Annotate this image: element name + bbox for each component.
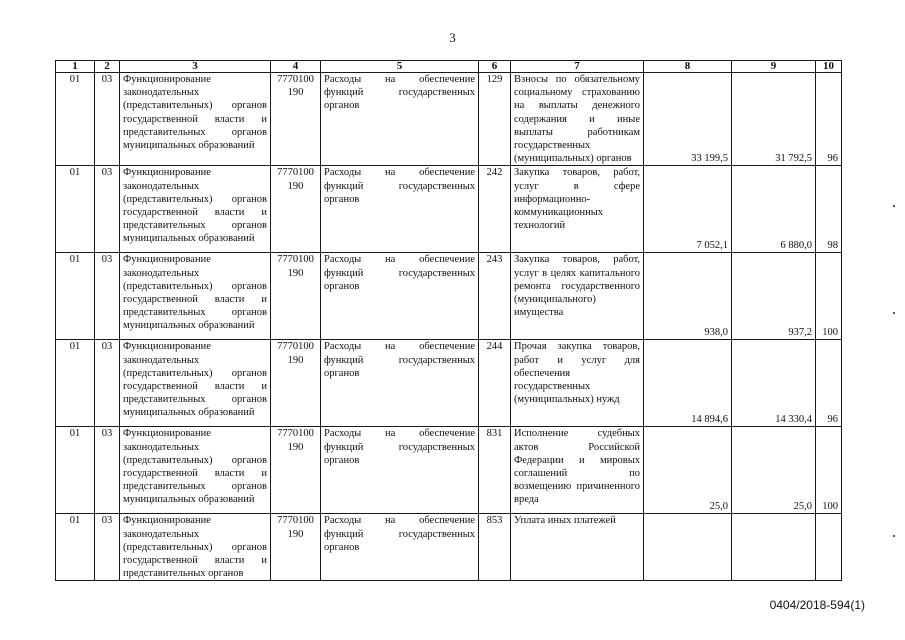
expense-type-code: 129 — [479, 73, 511, 166]
expense-type-line: Расходы на обеспечение — [324, 428, 475, 440]
column-header-8: 8 — [644, 61, 732, 73]
table-row — [56, 514, 842, 581]
expense-type-text — [324, 73, 475, 113]
header-row — [56, 61, 842, 73]
expense-description: Закупка товаров, работ, услуг в целях капитального ремонта государственного (муниципального) имущества — [511, 253, 644, 340]
section-name: Функционирование законодательных (представительных) органов государственной власти и представительных органов муниципальных образований — [120, 340, 271, 427]
target-article-code-part: 190 — [287, 267, 304, 279]
expense-type-line: Расходы на обеспечение — [324, 341, 475, 353]
section-code: 01 — [56, 427, 95, 514]
section-name: Функционирование законодательных (представительных) органов государственной власти и представительных органов муниципальных образований — [120, 427, 271, 514]
execution-percent — [816, 514, 842, 581]
subsection-code: 03 — [95, 340, 120, 427]
column-header-9: 9 — [732, 61, 816, 73]
table-row — [56, 73, 842, 166]
executed-amount: 6 880,0 — [732, 166, 816, 253]
expense-type-line: органов — [324, 541, 360, 553]
target-article-code-part: 7770100 — [277, 167, 314, 179]
table-body — [56, 73, 842, 581]
target-article-code-part: 7770100 — [277, 254, 314, 266]
column-header-7: 7 — [511, 61, 644, 73]
expense-type-code: 244 — [479, 340, 511, 427]
target-article-code-part: 190 — [287, 354, 304, 366]
expense-type-line: Расходы на обеспечение — [324, 254, 475, 266]
expense-type-line: органов — [324, 193, 360, 205]
section-code: 01 — [56, 340, 95, 427]
planned-amount: 25,0 — [644, 427, 732, 514]
target-article-code-part: 7770100 — [277, 74, 314, 85]
page-number: 3 — [449, 30, 456, 45]
expense-type-line: органов — [324, 454, 360, 466]
expense-type-text — [324, 340, 475, 380]
column-header-4: 4 — [271, 61, 321, 73]
expense-type-text — [324, 253, 475, 293]
expense-type-name — [321, 340, 479, 427]
planned-amount: 33 199,5 — [644, 73, 732, 166]
target-article-code-part: 7770100 — [277, 428, 314, 440]
scan-speck — [893, 535, 895, 537]
expense-type-name — [321, 427, 479, 514]
expense-type-name — [321, 73, 479, 166]
expense-description: Закупка товаров, работ, услуг в сфере информационно-коммуникационных технологий — [511, 166, 644, 253]
target-article-code-part: 190 — [287, 528, 304, 540]
section-name: Функционирование законодательных (представительных) органов государственной власти и представительных органов муниципальных образований — [120, 166, 271, 253]
section-code: 01 — [56, 514, 95, 581]
section-code: 01 — [56, 166, 95, 253]
expense-description: Исполнение судебных актов Российской Федерации и мировых соглашений по возмещению причиненного вреда — [511, 427, 644, 514]
target-article-code-part: 7770100 — [277, 515, 314, 527]
subsection-code: 03 — [95, 253, 120, 340]
execution-percent: 98 — [816, 166, 842, 253]
target-article-code-part: 190 — [287, 87, 304, 99]
section-code: 01 — [56, 73, 95, 166]
expense-type-line: органов — [324, 100, 360, 112]
target-article-code — [271, 514, 321, 581]
expense-description: Взносы по обязательному социальному страхованию на выплаты денежного содержания и иные выплаты работникам государственных (муниципальных) органов — [511, 73, 644, 166]
scan-speck — [893, 312, 895, 314]
executed-amount: 31 792,5 — [732, 73, 816, 166]
expense-type-line: функций государственных — [324, 441, 475, 453]
target-article-code — [271, 427, 321, 514]
executed-amount: 14 330,4 — [732, 340, 816, 427]
expense-type-text — [324, 166, 475, 206]
expense-type-line: функций государственных — [324, 180, 475, 192]
expense-type-code: 831 — [479, 427, 511, 514]
table-row — [56, 427, 842, 514]
execution-percent: 100 — [816, 427, 842, 514]
subsection-code: 03 — [95, 166, 120, 253]
column-header-2: 2 — [95, 61, 120, 73]
target-article-code — [271, 166, 321, 253]
column-header-10: 10 — [816, 61, 842, 73]
table-row — [56, 166, 842, 253]
table-row — [56, 253, 842, 340]
target-article-code-part: 190 — [287, 441, 304, 453]
column-header-3: 3 — [120, 61, 271, 73]
section-name: Функционирование законодательных (представительных) органов государственной власти и представительных органов муниципальных образований — [120, 253, 271, 340]
expense-type-line: функций государственных — [324, 528, 475, 540]
target-article-code-part: 7770100 — [277, 341, 314, 353]
target-article-code-part: 190 — [287, 180, 304, 192]
budget-table — [55, 60, 842, 581]
subsection-code: 03 — [95, 427, 120, 514]
section-name: Функционирование законодательных (представительных) органов государственной власти и представительных органов — [120, 514, 271, 581]
expense-type-line: функций государственных — [324, 87, 475, 99]
expense-type-line: органов — [324, 367, 360, 379]
expense-type-text — [324, 427, 475, 467]
execution-percent: 96 — [816, 340, 842, 427]
expense-type-line: функций государственных — [324, 267, 475, 279]
execution-percent: 96 — [816, 73, 842, 166]
expense-type-line: Расходы на обеспечение — [324, 74, 475, 85]
table-row — [56, 340, 842, 427]
column-header-5: 5 — [321, 61, 479, 73]
expense-description: Прочая закупка товаров, работ и услуг для обеспечения государственных (муниципальных) нужд — [511, 340, 644, 427]
executed-amount: 25,0 — [732, 427, 816, 514]
column-header-6: 6 — [479, 61, 511, 73]
expense-type-name — [321, 514, 479, 581]
scan-speck — [893, 205, 895, 207]
column-header-1: 1 — [56, 61, 95, 73]
expense-type-code: 853 — [479, 514, 511, 581]
table-header — [56, 61, 842, 73]
subsection-code: 03 — [95, 73, 120, 166]
expense-type-text — [324, 514, 475, 554]
planned-amount: 7 052,1 — [644, 166, 732, 253]
expense-type-code: 243 — [479, 253, 511, 340]
expense-type-line: Расходы на обеспечение — [324, 515, 475, 527]
executed-amount: 937,2 — [732, 253, 816, 340]
target-article-code — [271, 340, 321, 427]
target-article-code — [271, 73, 321, 166]
expense-type-code: 242 — [479, 166, 511, 253]
planned-amount: 938,0 — [644, 253, 732, 340]
planned-amount: 14 894,6 — [644, 340, 732, 427]
expense-type-name — [321, 166, 479, 253]
target-article-code — [271, 253, 321, 340]
execution-percent: 100 — [816, 253, 842, 340]
subsection-code: 03 — [95, 514, 120, 581]
section-name: Функционирование законодательных (представительных) органов государственной власти и представительных органов муниципальных образований — [120, 73, 271, 166]
expense-type-line: Расходы на обеспечение — [324, 167, 475, 179]
document-id: 0404/2018-594(1) — [769, 598, 865, 612]
planned-amount — [644, 514, 732, 581]
expense-type-name — [321, 253, 479, 340]
expense-type-line: органов — [324, 280, 360, 292]
section-code: 01 — [56, 253, 95, 340]
expense-type-line: функций государственных — [324, 354, 475, 366]
expense-description: Уплата иных платежей — [511, 514, 644, 581]
executed-amount — [732, 514, 816, 581]
